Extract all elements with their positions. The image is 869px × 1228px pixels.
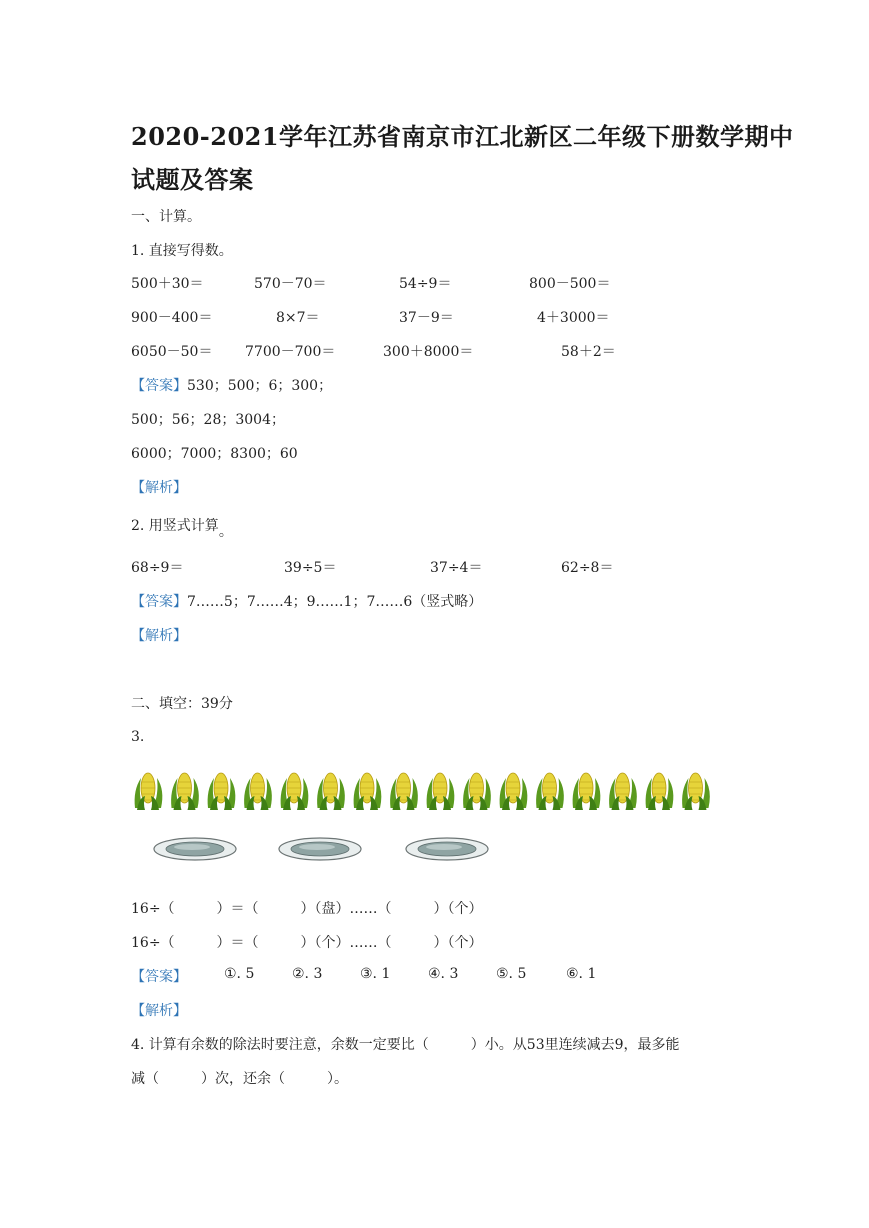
corn-icon (500, 773, 528, 810)
corn-icon (208, 773, 236, 810)
q1-item: 800－500＝ (529, 276, 611, 292)
q1-item: 7700－700＝ (245, 344, 336, 360)
q3-answer-item: ⑥. 1 (566, 966, 597, 982)
corn-icon (682, 773, 710, 810)
q2-heading-text: 2. 用竖式计算 (131, 518, 219, 534)
corn-icon (463, 773, 491, 810)
section-1-heading: 一、计算。 (131, 209, 201, 225)
q3-answer-item: ①. 5 (224, 966, 255, 982)
q1-item: 58＋2＝ (561, 344, 616, 360)
q4-line1: 4. 计算有余数的除法时要注意，余数一定要比（ ）小。从53里连续减去9，最多能 (131, 1037, 680, 1053)
corn-icon (609, 773, 637, 810)
q3-analysis-tag: 【解析】 (131, 1003, 187, 1019)
corn-illustration (131, 768, 711, 808)
q3-number: 3. (131, 729, 145, 745)
q1-answer-line3: 6000；7000；8300；60 (131, 446, 298, 462)
q3-answer-item: ②. 3 (292, 966, 323, 982)
q1-item: 300＋8000＝ (383, 344, 474, 360)
q1-item: 570－70＝ (254, 276, 327, 292)
corn-icon (427, 773, 455, 810)
answer-text: 530；500；6；300； (187, 378, 333, 394)
q2-heading (131, 515, 233, 540)
answer-tag: 【答案】 (131, 594, 187, 610)
doc-title-line1: 2020-2021学年江苏省南京市江北新区二年级下册数学期中 (131, 122, 794, 151)
corn-icon (135, 773, 163, 810)
q2-item: 39÷5＝ (284, 560, 337, 576)
corn-icon (244, 773, 272, 810)
q1-item: 54÷9＝ (399, 276, 452, 292)
q3-answer-tag: 【答案】 (131, 969, 187, 985)
section-2-heading: 二、填空：39分 (131, 696, 233, 712)
q2-item: 62÷8＝ (561, 560, 614, 576)
answer-tag: 【答案】 (131, 378, 187, 394)
q1-item: 8×7＝ (276, 310, 320, 326)
plate-icon (404, 834, 490, 868)
answer-text: 7……5；7……4；9……1；7……6（竖式略） (187, 594, 483, 610)
q1-item: 900－400＝ (131, 310, 213, 326)
corn-icon (536, 773, 564, 810)
q2-item: 68÷9＝ (131, 560, 184, 576)
q1-item: 4＋3000＝ (537, 310, 610, 326)
q3-answer-item: ④. 3 (428, 966, 459, 982)
q1-item: 37－9＝ (399, 310, 454, 326)
q1-answer-line2: 500；56；28；3004； (131, 412, 285, 428)
plate-icon (277, 834, 363, 868)
plate-icon (152, 834, 238, 868)
q2-analysis-tag: 【解析】 (131, 628, 187, 644)
q1-item: 6050－50＝ (131, 344, 213, 360)
corn-icon (390, 773, 418, 810)
q2-answer (131, 591, 482, 611)
q1-analysis-tag: 【解析】 (131, 480, 187, 496)
corn-icon (281, 773, 309, 810)
doc-title-line2: 试题及答案 (131, 165, 254, 194)
q3-answer-item: ③. 1 (360, 966, 391, 982)
q2-heading-mark: 。 (218, 524, 233, 540)
q3-fill-line1: 16÷（ ）＝（ ）（盘）……（ ）（个） (131, 901, 483, 917)
q2-item: 37÷4＝ (430, 560, 483, 576)
corn-icon (646, 773, 674, 810)
q4-line2: 减（ ）次，还余（ ）。 (131, 1071, 348, 1087)
q1-heading: 1. 直接写得数。 (131, 243, 233, 259)
corn-icon (354, 773, 382, 810)
q3-fill-line2: 16÷（ ）＝（ ）（个）……（ ）（个） (131, 935, 483, 951)
q1-answer-line1 (131, 375, 332, 395)
corn-icon (573, 773, 601, 810)
q3-answer-item: ⑤. 5 (496, 966, 527, 982)
corn-icon (171, 773, 199, 810)
q1-item: 500＋30＝ (131, 276, 204, 292)
corn-icon (317, 773, 345, 810)
